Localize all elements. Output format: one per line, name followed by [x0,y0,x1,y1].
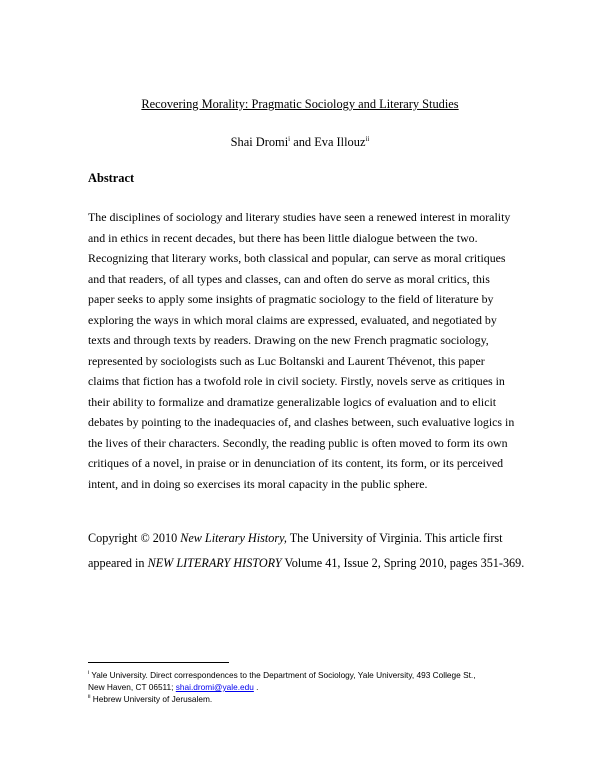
journal-name: NEW LITERARY HISTORY [147,556,282,570]
abstract-body [88,207,528,494]
abstract-line: their ability to formalize and dramatize generalizable logics of evaluation and to elicit [88,394,497,409]
abstract-line: Recognizing that literary works, both classical and popular, can serve as moral critiques [88,251,506,265]
footnote [88,669,538,681]
abstract-line: texts and through texts by readers. Drawing on the new French pragmatic sociology, [88,333,489,347]
copyright-notice [88,530,538,580]
abstract-line: and in ethics in recent decades, but there has been little dialogue between the two. [88,230,478,245]
abstract-line: paper seeks to apply some insights of pragmatic sociology to the field of literature by [88,292,494,306]
paper-title: Recovering Morality: Pragmatic Sociology and Literary Studies [141,97,459,111]
abstract-line: and that readers, of all types and classes, can and often do serve as moral critics, this [88,271,490,286]
copyright-prefix: Copyright © 2010 [88,531,181,545]
abstract-line: critiques of a novel, in praise or in denunciation of its content, its form, or its perceived [88,456,504,470]
author-line [0,135,600,150]
footnote-divider [88,662,229,663]
abstract-heading: Abstract [88,171,135,185]
abstract-line: The disciplines of sociology and literary studies have seen a renewed interest in morality [88,210,511,224]
footnote-text: Yale University. Direct correspondences to the Department of Sociology, Yale University, 493 College St., [91,670,476,680]
email-link[interactable]: shai.dromi@yale.edu [175,682,254,692]
copyright-line [88,530,538,555]
abstract-line: debates by pointing to the inadequacies of, and clashes between, such evaluative logics in [88,415,515,429]
footnote-mark: ii [88,694,91,701]
abstract-line: exploring the ways in which moral claims are expressed, evaluated, and negotiated by [88,312,497,327]
footnote-marker[interactable]: i [288,134,291,143]
copyright-line [88,555,538,580]
footnote-marker[interactable]: ii [365,134,370,143]
copyright-suffix: Volume 41, Issue 2, Spring 2010, pages 351-369. [281,556,525,570]
footnote-text: New Haven, CT 06511; [88,682,176,692]
footnote-text: . [253,682,259,692]
author-connector: and [290,135,315,149]
footnotes [88,669,538,705]
author-name: Eva Illouz [314,135,366,149]
copyright-suffix: The University of Virginia. This article first [286,531,503,545]
author-name: Shai Dromi [230,135,289,149]
abstract-line: intent, and in doing so exercises its moral capacity in the public sphere. [88,476,428,491]
footnote [88,693,538,705]
journal-name: New Literary History, [180,531,287,545]
abstract-line: the lives of their characters. Secondly, the reading public is often moved to form its own [88,435,508,450]
footnote-text: Hebrew University of Jerusalem. [92,694,213,704]
abstract-line: claims that fiction has a twofold role in civil society. Firstly, novels serve as critiques in [88,374,505,388]
footnote-continuation [88,681,538,693]
abstract-line: represented by sociologists such as Luc Boltanski and Laurent Thévenot, this paper [88,353,485,368]
footnote-mark: i [88,670,90,677]
copyright-prefix: appeared in [88,556,148,570]
